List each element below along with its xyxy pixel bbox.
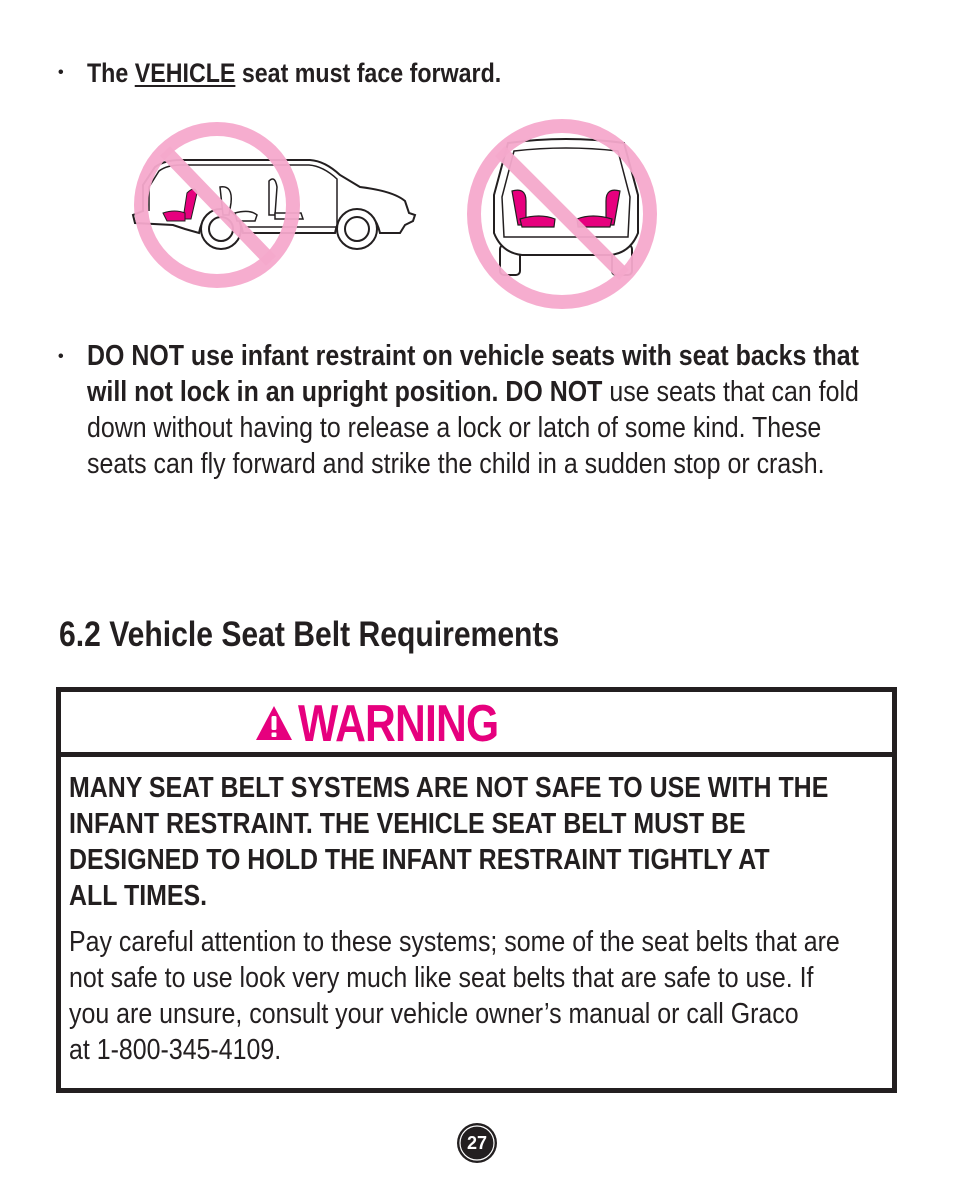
paragraph-line xyxy=(87,446,878,482)
normal-text: use seats that can fold xyxy=(602,376,859,408)
body-line: Pay careful attention to these systems; some of the seat belts that are xyxy=(69,926,840,958)
bullet-paragraph xyxy=(87,338,878,482)
page-number: 27 xyxy=(466,1133,488,1153)
section-heading: 6.2 Vehicle Seat Belt Requirements xyxy=(59,615,560,654)
paragraph-line xyxy=(87,410,878,446)
car-side-prohibited-illustration xyxy=(125,115,425,295)
normal-text: down without having to release a lock or latch of some kind. These xyxy=(87,412,822,444)
body-line: not safe to use look very much like seat belts that are safe to use. If xyxy=(69,962,814,994)
bullet-text xyxy=(87,56,501,90)
caps-line: DESIGNED TO HOLD THE INFANT RESTRAINT TIGHTLY AT xyxy=(69,844,770,876)
bold-text: DO NOT use infant restraint on vehicle seats with seat backs that xyxy=(87,340,859,372)
caps-line: INFANT RESTRAINT. THE VEHICLE SEAT BELT MUST BE xyxy=(69,808,746,840)
caps-line: MANY SEAT BELT SYSTEMS ARE NOT SAFE TO USE WITH THE xyxy=(69,772,829,804)
bullet-marker: • xyxy=(58,348,64,365)
car-side-icon xyxy=(125,115,425,295)
bullet-marker: • xyxy=(58,64,64,81)
page-number-badge xyxy=(456,1122,498,1164)
normal-text: seats can fly forward and strike the child in a sudden stop or crash. xyxy=(87,448,825,480)
body-line: at 1-800-345-4109. xyxy=(69,1034,282,1066)
paragraph-line xyxy=(87,338,878,374)
car-rear-prohibited-illustration xyxy=(460,115,665,310)
caps-line: ALL TIMES. xyxy=(69,880,208,912)
body-line: you are unsure, consult your vehicle owner’s manual or call Graco xyxy=(69,998,799,1030)
text-suffix: seat must face forward. xyxy=(235,58,502,88)
text-prefix: The xyxy=(87,58,135,88)
warning-header xyxy=(61,692,892,757)
underlined-vehicle: VEHICLE xyxy=(134,58,236,88)
warning-body-text xyxy=(69,924,840,1068)
warning-caps-text xyxy=(69,770,828,914)
paragraph-line xyxy=(87,374,878,410)
bold-text: will not lock in an upright position. DO NOT xyxy=(87,376,603,408)
warning-box xyxy=(56,687,897,1093)
car-rear-icon xyxy=(460,115,665,310)
warning-triangle-icon xyxy=(254,704,294,742)
warning-title: WARNING xyxy=(298,695,499,753)
